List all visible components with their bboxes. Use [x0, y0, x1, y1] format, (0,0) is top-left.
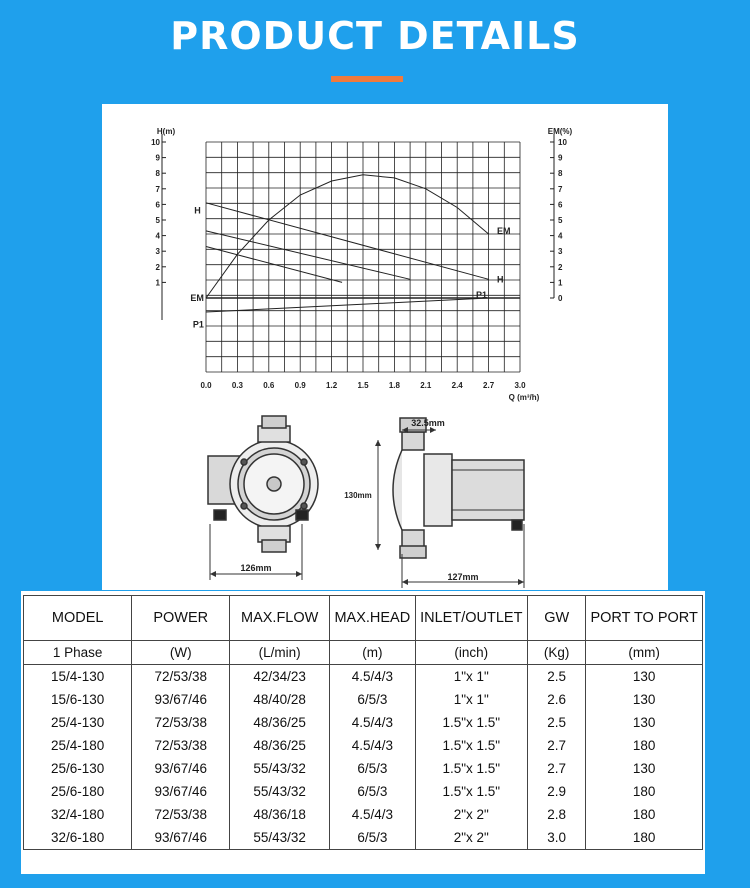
table-cell: 25/4-130 — [24, 711, 132, 734]
left-tick-label: 10 — [151, 138, 160, 147]
table-cell: 48/36/18 — [230, 803, 330, 826]
table-cell: 2"x 2" — [415, 826, 527, 850]
table-header-row — [24, 596, 703, 641]
table-row — [24, 711, 703, 734]
curve-label: EM — [496, 225, 511, 236]
curve-label: H — [496, 274, 504, 285]
left-tick-label: 1 — [155, 278, 160, 288]
table-cell: 4.5/4/3 — [330, 711, 415, 734]
table-row — [24, 826, 703, 850]
table-cell: 32/6-180 — [24, 826, 132, 850]
table-row — [24, 803, 703, 826]
table-row — [24, 757, 703, 780]
x-tick-label: 2.4 — [451, 381, 463, 390]
table-cell: 93/67/46 — [132, 780, 230, 803]
right-tick-label: 3 — [558, 247, 563, 257]
unit-cell: (L/min) — [230, 641, 330, 665]
right-tick-label: 1 — [558, 278, 563, 288]
x-tick-label: 2.7 — [483, 381, 495, 390]
table-cell: 4.5/4/3 — [330, 803, 415, 826]
table-cell: 2.5 — [528, 665, 586, 689]
table-cell: 2.7 — [528, 757, 586, 780]
page-title: PRODUCT DETAILS — [170, 14, 580, 58]
left-axis-title: H(m) — [156, 127, 176, 136]
table-cell: 2"x 2" — [415, 803, 527, 826]
x-tick-label: 3.0 — [514, 381, 526, 390]
left-tick-label: 6 — [155, 200, 160, 210]
header-cell: POWER — [132, 596, 230, 641]
table-cell: 55/43/32 — [230, 780, 330, 803]
left-tick-label: 8 — [155, 169, 160, 179]
table-cell: 130 — [586, 711, 703, 734]
right-tick-label: 5 — [558, 216, 563, 225]
right-axis-title: EM(%) — [547, 127, 573, 136]
table-cell: 2.8 — [528, 803, 586, 826]
table-row — [24, 780, 703, 803]
table-unit-row — [24, 641, 703, 665]
side-width-label: 127mm — [447, 572, 479, 582]
right-tick-label: 10 — [558, 138, 567, 147]
left-tick-label: 7 — [155, 184, 160, 194]
x-tick-label: 0.0 — [200, 381, 212, 390]
spec-table — [23, 595, 703, 850]
spec-panel — [102, 104, 668, 590]
x-tick-label: 1.2 — [326, 381, 338, 390]
port-dimension-label: 32.5mm — [411, 418, 445, 428]
table-cell: 15/4-130 — [24, 665, 132, 689]
table-row — [24, 665, 703, 689]
table-cell: 4.5/4/3 — [330, 734, 415, 757]
table-cell: 48/36/25 — [230, 734, 330, 757]
table-cell: 55/43/32 — [230, 826, 330, 850]
table-cell: 130 — [586, 757, 703, 780]
table-cell: 180 — [586, 780, 703, 803]
unit-cell: (m) — [330, 641, 415, 665]
table-cell: 130 — [586, 665, 703, 689]
table-cell: 72/53/38 — [132, 803, 230, 826]
curve-label: P1 — [476, 289, 488, 300]
header-cell: GW — [528, 596, 586, 641]
table-cell: 1"x 1" — [415, 665, 527, 689]
height-dimension-label: 130mm — [344, 491, 372, 500]
table-cell: 25/6-180 — [24, 780, 132, 803]
curve-label: P1 — [192, 319, 204, 330]
performance-chart — [102, 104, 668, 590]
header-cell: MAX.FLOW — [230, 596, 330, 641]
right-tick-label: 9 — [558, 153, 563, 163]
table-cell: 1.5"x 1.5" — [415, 734, 527, 757]
curve-label: H — [194, 205, 201, 216]
title-underline — [331, 76, 403, 82]
left-tick-label: 2 — [155, 262, 160, 272]
table-cell: 180 — [586, 826, 703, 850]
table-cell: 32/4-180 — [24, 803, 132, 826]
header-cell: INLET/OUTLET — [415, 596, 527, 641]
table-cell: 6/5/3 — [330, 688, 415, 711]
header-cell: MODEL — [24, 596, 132, 641]
table-cell: 2.9 — [528, 780, 586, 803]
unit-cell: (Kg) — [528, 641, 586, 665]
table-cell: 93/67/46 — [132, 688, 230, 711]
left-tick-label: 9 — [155, 153, 160, 163]
table-cell: 2.7 — [528, 734, 586, 757]
table-row — [24, 734, 703, 757]
header-cell: PORT TO PORT — [586, 596, 703, 641]
table-cell: 180 — [586, 734, 703, 757]
left-tick-label: 4 — [155, 231, 160, 241]
table-cell: 6/5/3 — [330, 757, 415, 780]
table-cell: 15/6-130 — [24, 688, 132, 711]
table-cell: 42/34/23 — [230, 665, 330, 689]
x-tick-label: 0.9 — [294, 381, 306, 390]
table-cell: 2.5 — [528, 711, 586, 734]
table-cell: 93/67/46 — [132, 826, 230, 850]
table-cell: 4.5/4/3 — [330, 665, 415, 689]
table-cell: 93/67/46 — [132, 757, 230, 780]
right-tick-label: 8 — [558, 169, 563, 179]
unit-cell: (mm) — [586, 641, 703, 665]
front-width-label: 126mm — [240, 563, 272, 573]
x-tick-label: 2.1 — [420, 381, 432, 390]
table-cell: 72/53/38 — [132, 734, 230, 757]
right-tick-label: 2 — [558, 262, 563, 272]
left-tick-label: 5 — [155, 216, 160, 225]
chart-grid — [206, 142, 520, 372]
table-cell: 72/53/38 — [132, 665, 230, 689]
table-cell: 25/6-130 — [24, 757, 132, 780]
right-tick-label: 6 — [558, 200, 563, 210]
header-cell: MAX.HEAD — [330, 596, 415, 641]
table-cell: 72/53/38 — [132, 711, 230, 734]
table-cell: 2.6 — [528, 688, 586, 711]
x-tick-label: 1.5 — [357, 381, 369, 390]
left-tick-label: 3 — [155, 247, 160, 257]
x-axis-title: Q (m³/h) — [508, 393, 540, 402]
table-cell: 6/5/3 — [330, 780, 415, 803]
right-tick-label: 4 — [558, 231, 563, 241]
pump-front-view — [208, 416, 318, 580]
table-cell: 1.5"x 1.5" — [415, 780, 527, 803]
table-cell: 3.0 — [528, 826, 586, 850]
table-cell: 6/5/3 — [330, 826, 415, 850]
spec-table-card — [21, 591, 705, 874]
table-cell: 48/40/28 — [230, 688, 330, 711]
table-cell: 180 — [586, 803, 703, 826]
table-cell: 130 — [586, 688, 703, 711]
table-cell: 55/43/32 — [230, 757, 330, 780]
unit-cell: 1 Phase — [24, 641, 132, 665]
unit-cell: (W) — [132, 641, 230, 665]
spec-table-body — [24, 596, 703, 850]
table-row — [24, 688, 703, 711]
right-tick-label: 0 — [558, 294, 563, 303]
table-cell: 1"x 1" — [415, 688, 527, 711]
x-tick-label: 0.6 — [263, 381, 275, 390]
x-tick-label: 0.3 — [231, 381, 243, 390]
table-cell: 25/4-180 — [24, 734, 132, 757]
table-cell: 1.5"x 1.5" — [415, 711, 527, 734]
curve-label: EM — [190, 293, 204, 303]
pump-side-view — [375, 418, 524, 588]
table-cell: 1.5"x 1.5" — [415, 757, 527, 780]
right-tick-label: 7 — [558, 184, 563, 194]
table-cell: 48/36/25 — [230, 711, 330, 734]
unit-cell: (inch) — [415, 641, 527, 665]
x-tick-label: 1.8 — [388, 381, 400, 390]
